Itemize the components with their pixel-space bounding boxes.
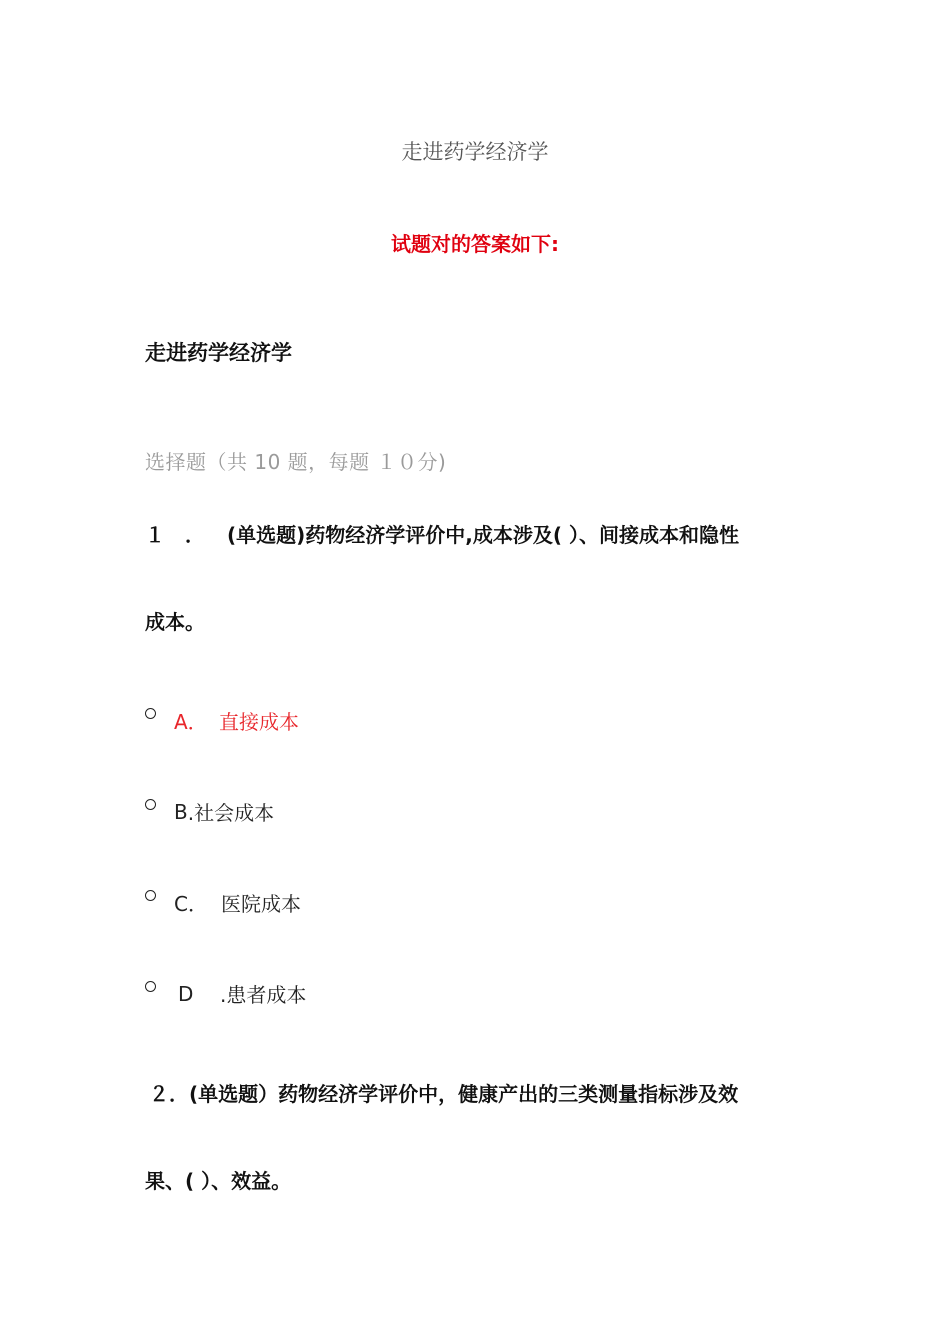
option-text: .患者成本 — [220, 983, 307, 1007]
question-1-line-2: 成本。 — [145, 610, 205, 634]
option-1b[interactable] — [145, 797, 274, 826]
question-2-line-2: 果、( ）、效益。 — [145, 1169, 292, 1193]
question-1-text: (单选题)药物经济学评价中,成本涉及( ）、间接成本和隐性 — [227, 523, 739, 547]
question-2-text: (单选题）药物经济学评价中，健康产出的三类测量指标涉及效 — [189, 1082, 739, 1106]
answer-note: 试题对的答案如下: — [391, 232, 559, 256]
document-title: 走进药学经济学 — [401, 140, 549, 164]
option-text: 直接成本 — [219, 710, 299, 734]
option-1c[interactable] — [145, 888, 301, 917]
option-letter: D — [178, 981, 194, 1006]
option-1d[interactable] — [145, 979, 306, 1008]
question-1-line-1 — [145, 519, 739, 548]
option-text: 医院成本 — [221, 892, 301, 916]
question-2-number: ２． — [149, 1082, 189, 1106]
option-text: .社会成本 — [187, 801, 275, 825]
option-1a[interactable] — [145, 706, 299, 735]
question-1-number: １ ． — [145, 523, 205, 547]
option-letter: A． — [174, 710, 208, 734]
section-info: 选择题（共 10 题，每题 １０分) — [145, 450, 447, 474]
option-letter: C． — [174, 892, 208, 916]
radio-icon[interactable] — [145, 890, 156, 901]
section-title: 走进药学经济学 — [145, 341, 292, 365]
radio-icon[interactable] — [145, 981, 156, 992]
radio-icon[interactable] — [145, 708, 156, 719]
option-letter: B — [174, 799, 188, 824]
radio-icon[interactable] — [145, 799, 156, 810]
question-2-line-1 — [145, 1078, 738, 1107]
